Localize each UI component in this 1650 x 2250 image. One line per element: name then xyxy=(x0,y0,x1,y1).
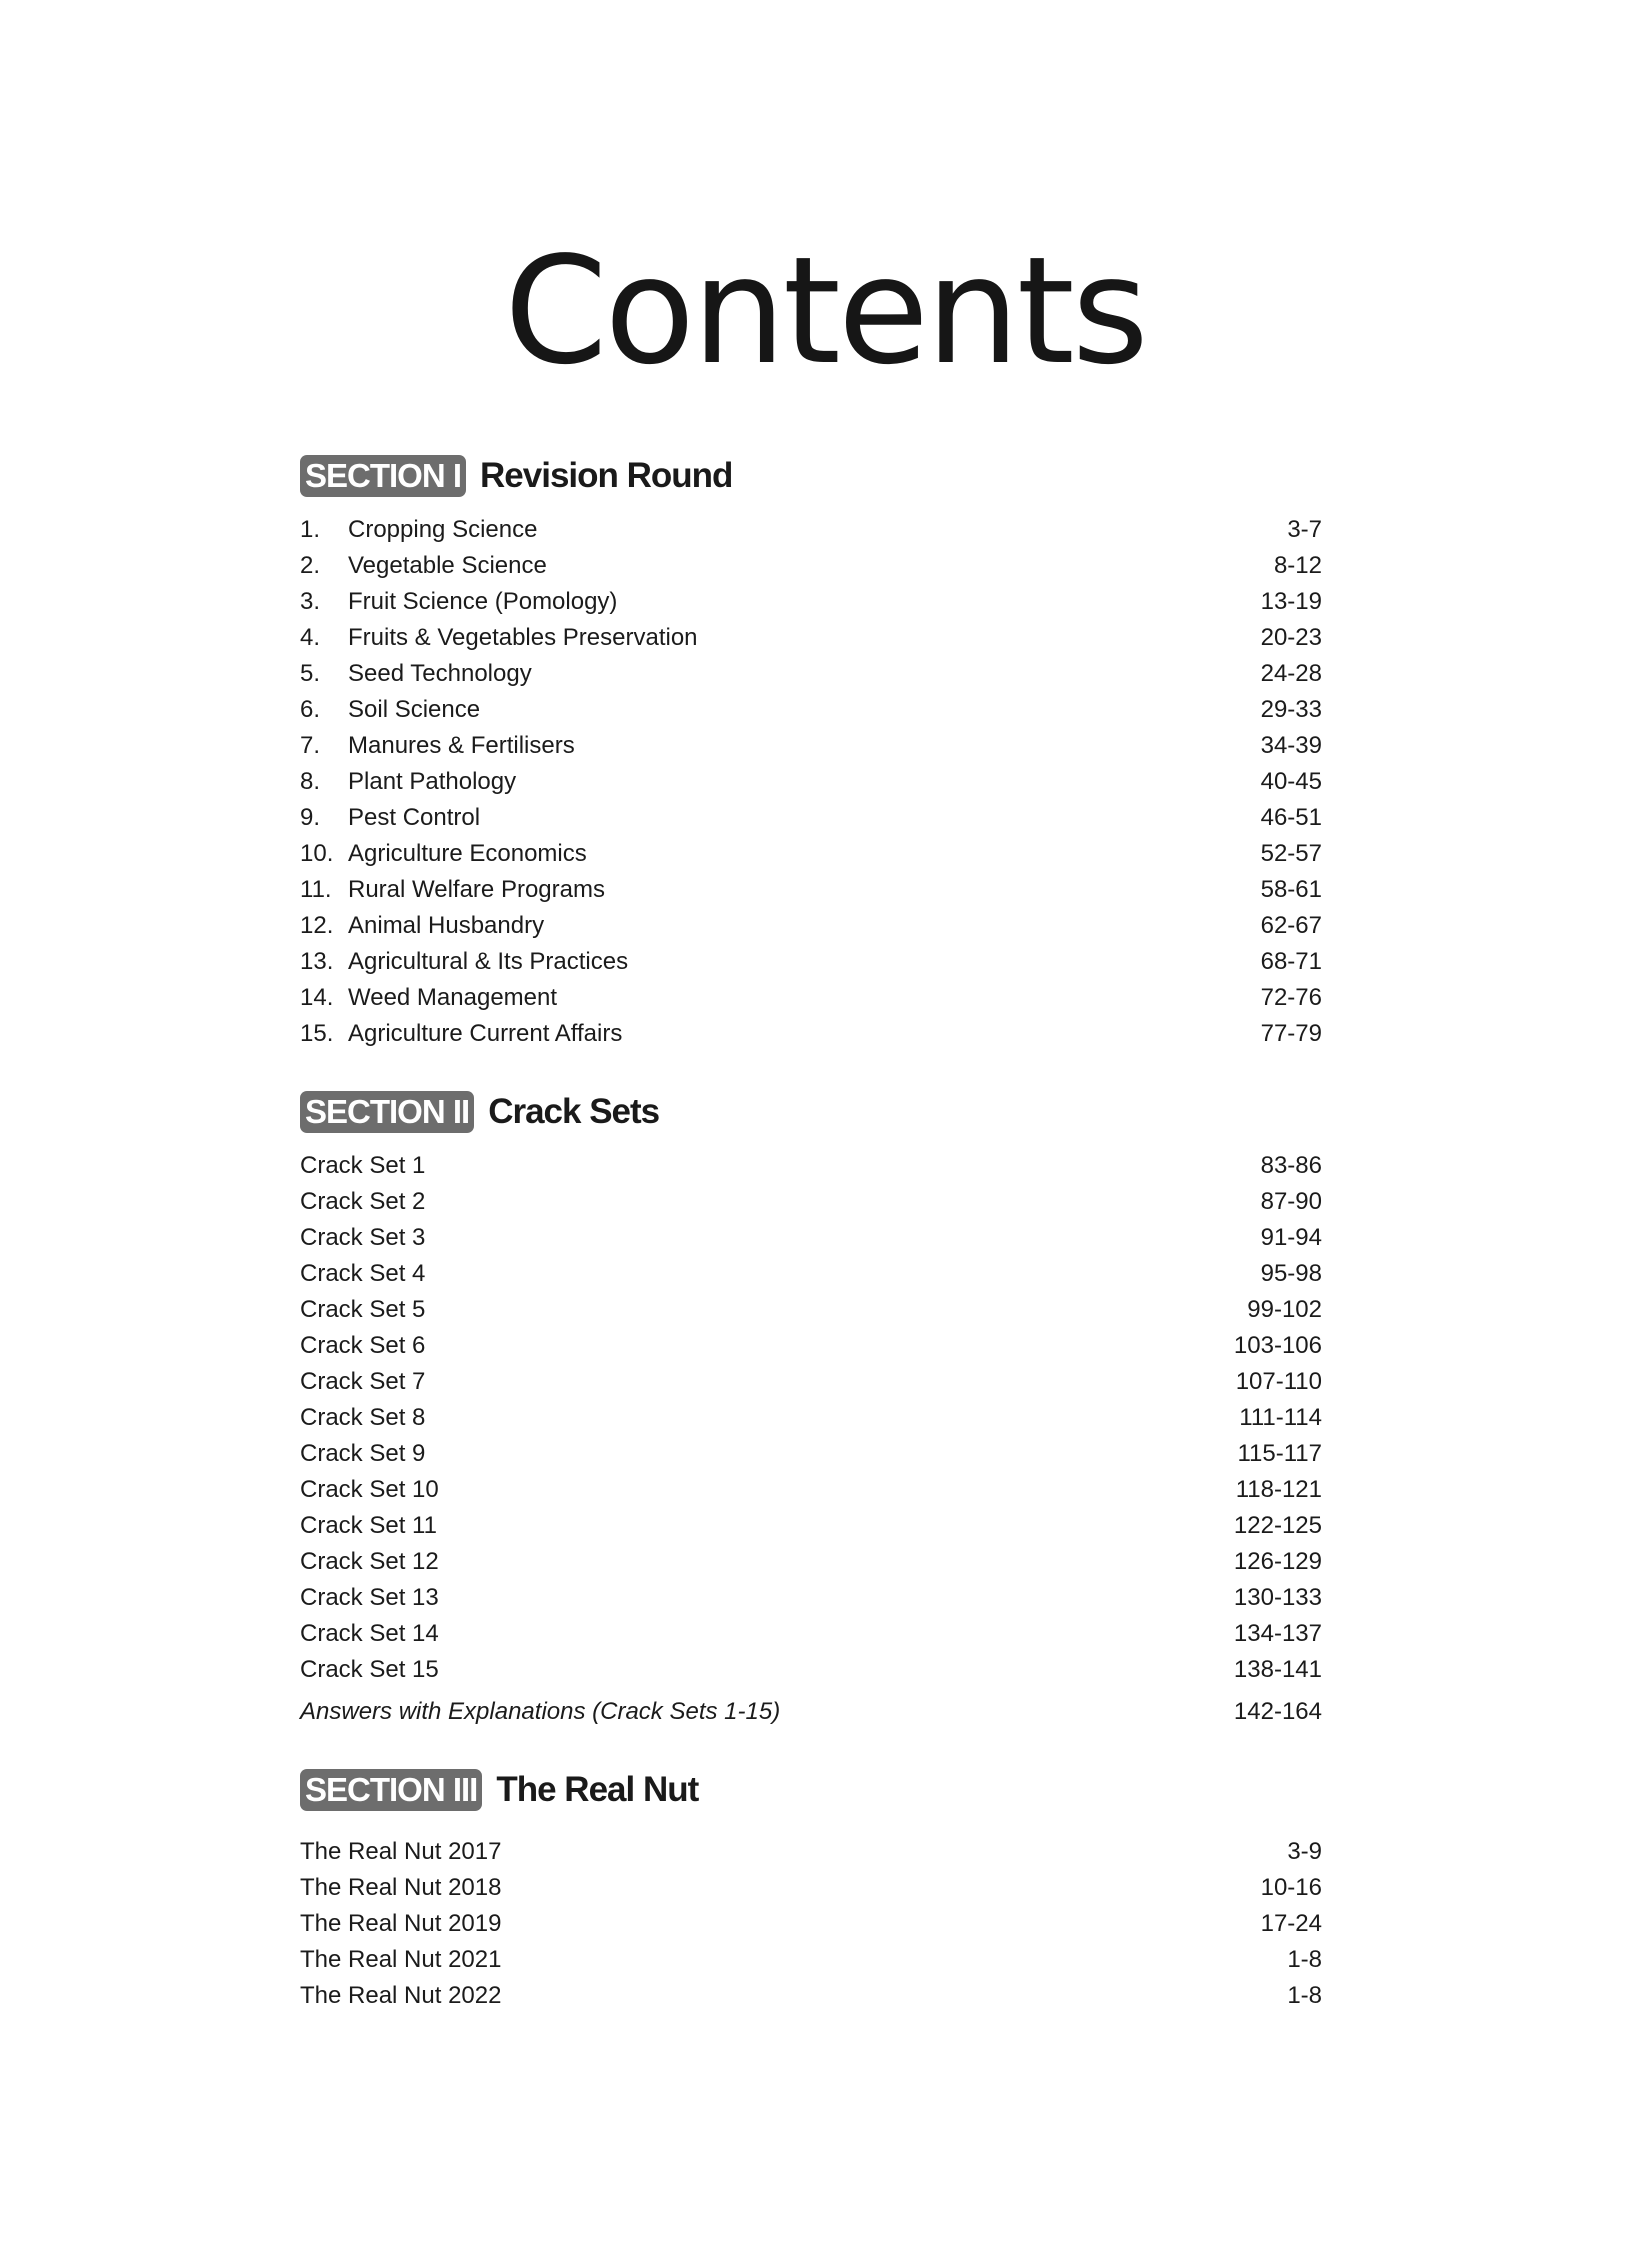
toc-row[interactable] xyxy=(300,1292,1322,1328)
toc-label: Agriculture Economics xyxy=(348,840,587,867)
toc-row[interactable] xyxy=(300,872,1322,908)
toc-label: Rural Welfare Programs xyxy=(348,876,605,903)
toc-label: Crack Set 13 xyxy=(300,1584,439,1611)
toc-label: Crack Set 1 xyxy=(300,1152,426,1179)
toc-label: Agricultural & Its Practices xyxy=(348,948,629,975)
section-header xyxy=(300,1088,1322,1136)
toc-row[interactable] xyxy=(300,1616,1322,1652)
toc-row[interactable] xyxy=(300,1508,1322,1544)
toc-row[interactable] xyxy=(300,944,1322,980)
toc-row[interactable] xyxy=(300,1834,1322,1870)
toc-pages: 1-8 xyxy=(1287,1982,1322,2009)
toc-pages: 46-51 xyxy=(1260,804,1322,831)
toc-pages: 130-133 xyxy=(1233,1584,1322,1611)
toc-row[interactable] xyxy=(300,1220,1322,1256)
toc-row[interactable] xyxy=(300,692,1322,728)
toc-pages: 13-19 xyxy=(1260,588,1322,615)
toc-pages: 72-76 xyxy=(1260,984,1322,1011)
toc-row[interactable] xyxy=(300,1184,1322,1220)
toc-pages: 134-137 xyxy=(1233,1620,1322,1647)
toc-number: 11. xyxy=(300,876,332,903)
toc-row[interactable] xyxy=(300,620,1322,656)
toc-label: Pest Control xyxy=(348,804,481,831)
toc-row[interactable] xyxy=(300,1870,1322,1906)
toc-label: Crack Set 7 xyxy=(300,1368,426,1395)
toc-row[interactable] xyxy=(300,548,1322,584)
toc-pages: 91-94 xyxy=(1260,1224,1322,1251)
toc-label: Plant Pathology xyxy=(348,768,517,795)
toc-label: Cropping Science xyxy=(348,516,538,543)
toc-label: Manures & Fertilisers xyxy=(348,732,575,759)
toc-label: Crack Set 4 xyxy=(300,1260,426,1287)
section-the-real-nut xyxy=(300,1766,1322,2014)
toc-row[interactable] xyxy=(300,1544,1322,1580)
section-header xyxy=(300,1766,1322,1814)
toc-row[interactable] xyxy=(300,1328,1322,1364)
toc-row[interactable] xyxy=(300,980,1322,1016)
toc-pages: 8-12 xyxy=(1273,552,1322,579)
toc-row[interactable] xyxy=(300,728,1322,764)
toc-number: 15. xyxy=(300,1020,334,1047)
toc-pages: 126-129 xyxy=(1233,1548,1322,1575)
toc-pages: 24-28 xyxy=(1260,660,1322,687)
toc-row[interactable] xyxy=(300,800,1322,836)
toc-pages: 34-39 xyxy=(1260,732,1322,759)
toc-label: Crack Set 11 xyxy=(300,1512,437,1539)
toc-number: 5. xyxy=(300,660,321,687)
toc-pages: 17-24 xyxy=(1260,1910,1322,1937)
toc-label: Animal Husbandry xyxy=(348,912,545,939)
toc-row[interactable] xyxy=(300,1436,1322,1472)
toc-pages: 62-67 xyxy=(1260,912,1322,939)
toc-row[interactable] xyxy=(300,1580,1322,1616)
section-title: Crack Sets xyxy=(488,1092,660,1131)
toc-number: 8. xyxy=(300,768,321,795)
toc-pages: 1-8 xyxy=(1287,1946,1322,1973)
toc-pages: 103-106 xyxy=(1233,1332,1322,1359)
toc-row[interactable] xyxy=(300,1472,1322,1508)
toc-pages: 77-79 xyxy=(1260,1020,1322,1047)
toc-row[interactable] xyxy=(300,584,1322,620)
toc-row[interactable] xyxy=(300,1256,1322,1292)
section-revision-round xyxy=(300,452,1322,1052)
toc-pages: 58-61 xyxy=(1260,876,1322,903)
toc-label: Crack Set 15 xyxy=(300,1656,439,1683)
toc-label: Crack Set 3 xyxy=(300,1224,426,1251)
toc-row-answers[interactable] xyxy=(300,1694,1322,1730)
toc-label: The Real Nut 2019 xyxy=(300,1910,502,1937)
toc-row[interactable] xyxy=(300,764,1322,800)
toc-number: 13. xyxy=(300,948,334,975)
page-title: Contents xyxy=(504,225,1146,397)
toc-pages: 3-9 xyxy=(1287,1838,1322,1865)
toc-label: Weed Management xyxy=(348,984,558,1011)
toc-label: Crack Set 14 xyxy=(300,1620,439,1647)
toc-pages: 118-121 xyxy=(1235,1476,1322,1503)
toc-label: The Real Nut 2021 xyxy=(300,1946,502,1973)
toc-number: 9. xyxy=(300,804,321,831)
toc-pages: 20-23 xyxy=(1260,624,1322,651)
toc-row[interactable] xyxy=(300,1942,1322,1978)
toc-label: Crack Set 10 xyxy=(300,1476,439,1503)
toc-number: 10. xyxy=(300,840,334,867)
toc-pages: 95-98 xyxy=(1260,1260,1322,1287)
toc-row[interactable] xyxy=(300,1016,1322,1052)
toc-label: Answers with Explanations (Crack Sets 1-15) xyxy=(300,1698,781,1725)
toc-label: Fruit Science (Pomology) xyxy=(348,588,618,615)
toc-label: Crack Set 2 xyxy=(300,1188,426,1215)
section-crack-sets xyxy=(300,1088,1322,1730)
toc-label: The Real Nut 2022 xyxy=(300,1982,502,2009)
toc-list xyxy=(300,512,1322,1052)
toc-pages: 122-125 xyxy=(1233,1512,1322,1539)
toc-label: Crack Set 12 xyxy=(300,1548,439,1575)
section-header xyxy=(300,452,1322,500)
toc-label: Agriculture Current Affairs xyxy=(348,1020,623,1047)
toc-label: Fruits & Vegetables Preservation xyxy=(348,624,698,651)
toc-pages: 40-45 xyxy=(1260,768,1322,795)
toc-row[interactable] xyxy=(300,512,1322,548)
toc-number: 14. xyxy=(300,984,334,1011)
toc-pages: 142-164 xyxy=(1233,1698,1322,1725)
toc-pages: 87-90 xyxy=(1260,1188,1322,1215)
toc-row[interactable] xyxy=(300,908,1322,944)
toc-pages: 107-110 xyxy=(1235,1368,1322,1395)
toc-row[interactable] xyxy=(300,1978,1322,2014)
toc-number: 1. xyxy=(300,516,321,543)
toc-label: Soil Science xyxy=(348,696,481,723)
toc-number: 4. xyxy=(300,624,321,651)
toc-label: Crack Set 8 xyxy=(300,1404,426,1431)
section-badge: SECTION II xyxy=(300,1091,474,1133)
section-badge: SECTION III xyxy=(300,1769,482,1811)
toc-row[interactable] xyxy=(300,656,1322,692)
toc-label: Crack Set 5 xyxy=(300,1296,426,1323)
toc-label: The Real Nut 2017 xyxy=(300,1838,502,1865)
toc-pages: 111-114 xyxy=(1239,1404,1322,1431)
toc-pages: 68-71 xyxy=(1260,948,1322,975)
toc-row[interactable] xyxy=(300,1400,1322,1436)
toc-label: Crack Set 9 xyxy=(300,1440,426,1467)
toc-label: The Real Nut 2018 xyxy=(300,1874,502,1901)
section-badge: SECTION I xyxy=(300,455,466,497)
toc-label: Crack Set 6 xyxy=(300,1332,426,1359)
toc-pages: 52-57 xyxy=(1260,840,1322,867)
toc-number: 3. xyxy=(300,588,321,615)
toc-pages: 99-102 xyxy=(1247,1296,1322,1323)
toc-pages: 138-141 xyxy=(1233,1656,1322,1683)
toc-row[interactable] xyxy=(300,1364,1322,1400)
toc-row[interactable] xyxy=(300,1906,1322,1942)
toc-number: 2. xyxy=(300,552,321,579)
toc-pages: 10-16 xyxy=(1260,1874,1322,1901)
toc-number: 7. xyxy=(300,732,321,759)
section-title: Revision Round xyxy=(480,456,733,495)
toc-pages: 29-33 xyxy=(1260,696,1322,723)
toc-number: 6. xyxy=(300,696,321,723)
toc-pages: 115-117 xyxy=(1237,1440,1322,1467)
toc-row[interactable] xyxy=(300,1652,1322,1688)
toc-pages: 3-7 xyxy=(1287,516,1322,543)
toc-label: Vegetable Science xyxy=(348,552,547,579)
toc-label: Seed Technology xyxy=(348,660,532,687)
toc-list xyxy=(300,1834,1322,2014)
toc-row[interactable] xyxy=(300,836,1322,872)
section-title: The Real Nut xyxy=(496,1770,699,1809)
toc-pages: 83-86 xyxy=(1260,1152,1322,1179)
toc-row[interactable] xyxy=(300,1148,1322,1184)
toc-number: 12. xyxy=(300,912,334,939)
toc-list xyxy=(300,1148,1322,1730)
